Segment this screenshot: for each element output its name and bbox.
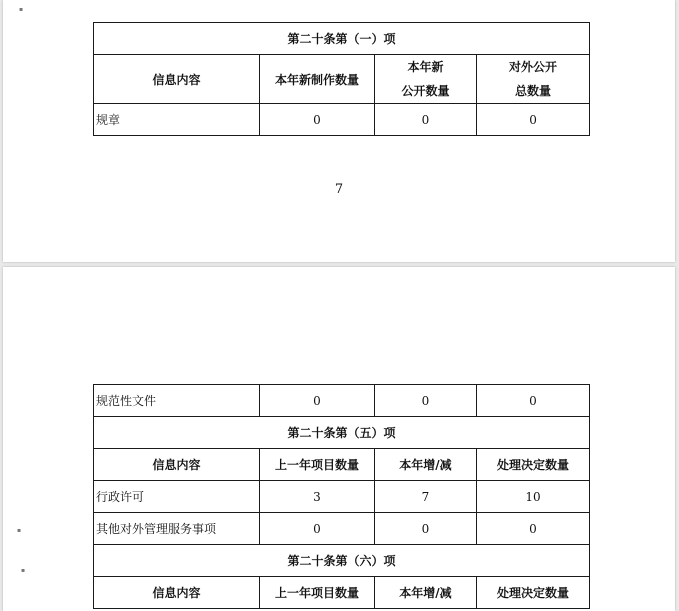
cell-value: 10 (477, 481, 590, 513)
cell-value: 0 (375, 513, 477, 545)
cell-value: 3 (260, 481, 375, 513)
document-page-1 (3, 0, 675, 262)
row-label: 其他对外管理服务事项 (94, 513, 260, 545)
header-info-content: 信息内容 (94, 577, 260, 609)
cell-value: 0 (260, 513, 375, 545)
header-line: 公开数量 (401, 84, 450, 98)
cell-value: 0 (375, 385, 477, 417)
cell-value: 0 (260, 385, 375, 417)
header-year-change: 本年增/减 (375, 577, 477, 609)
scan-speck: ▪ (21, 567, 26, 574)
table-row (94, 481, 590, 513)
header-line: 对外公开 (509, 60, 558, 74)
cell-value: 7 (375, 481, 477, 513)
header-line: 本年新 (407, 60, 444, 74)
row-label: 规章 (94, 104, 260, 136)
header-new-made-count: 本年新制作数量 (260, 55, 375, 104)
table-row (94, 513, 590, 545)
document-page-2 (3, 267, 675, 611)
header-info-content: 信息内容 (94, 449, 260, 481)
header-year-change: 本年增/减 (375, 449, 477, 481)
table-row (94, 104, 590, 136)
header-line: 总数量 (515, 84, 552, 98)
scan-speck: ▪ (17, 527, 22, 534)
header-decision-count: 处理决定数量 (477, 449, 590, 481)
cell-value: 0 (477, 385, 590, 417)
disclosure-table-sections-5-6 (93, 384, 590, 609)
header-decision-count: 处理决定数量 (477, 577, 590, 609)
table-row (94, 385, 590, 417)
section-title: 第二十条第（一）项 (94, 23, 590, 55)
cell-value: 0 (477, 104, 590, 136)
header-new-public-count (375, 55, 477, 104)
header-total-public-count (477, 55, 590, 104)
header-prev-year-count: 上一年项目数量 (260, 577, 375, 609)
section-title: 第二十条第（五）项 (94, 417, 590, 449)
cell-value: 0 (375, 104, 477, 136)
row-label: 规范性文件 (94, 385, 260, 417)
scan-speck: ▪ (19, 6, 24, 13)
header-info-content: 信息内容 (94, 55, 260, 104)
disclosure-table-section-1 (93, 22, 590, 136)
row-label: 行政许可 (94, 481, 260, 513)
cell-value: 0 (477, 513, 590, 545)
page-number: 7 (334, 182, 344, 197)
cell-value: 0 (260, 104, 375, 136)
section-title: 第二十条第（六）项 (94, 545, 590, 577)
header-prev-year-count: 上一年项目数量 (260, 449, 375, 481)
